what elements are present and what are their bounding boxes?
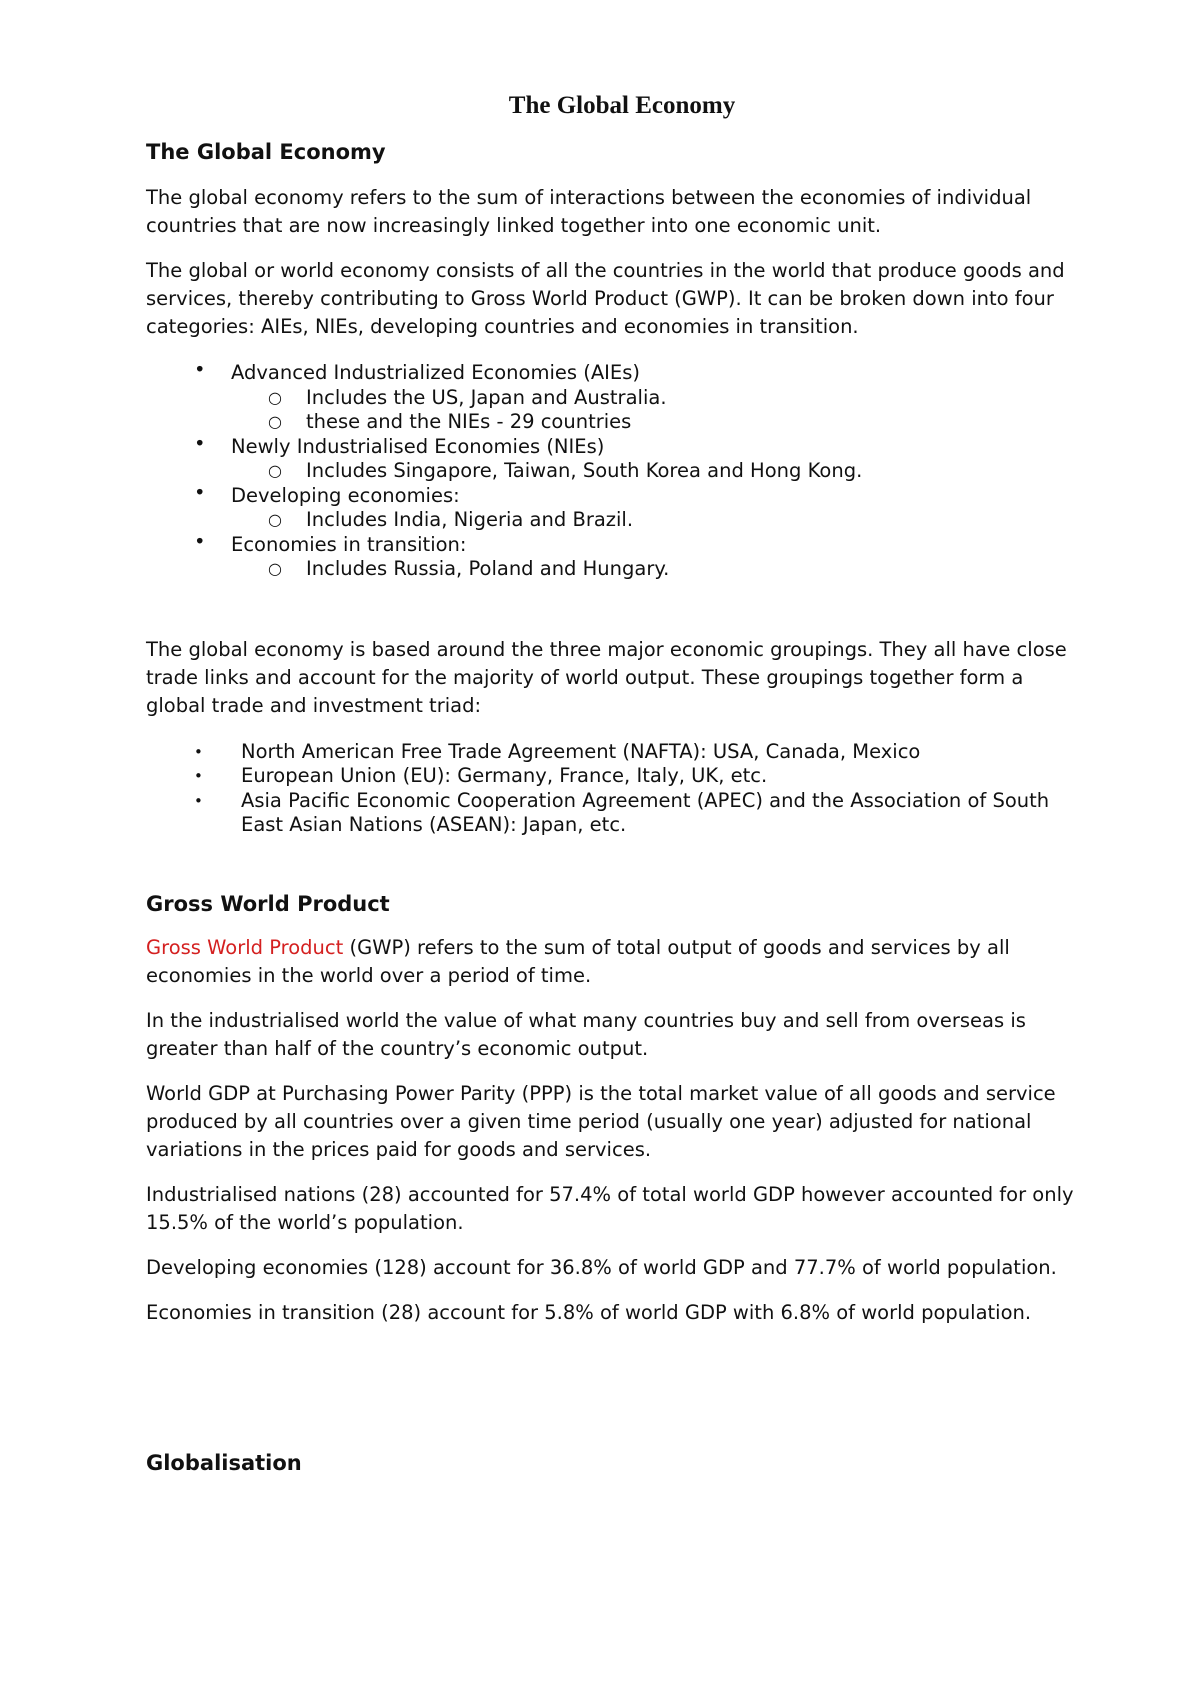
category-subitem: ○ Includes Russia, Poland and Hungary. — [268, 557, 670, 580]
paragraph-gwp-definition: Gross World Product (GWP) refers to the sum of total output of goods and services by all economies in the world over a period of time. — [146, 935, 1010, 987]
grouping-item-nafta: • North American Free Trade Agreement (NAFTA): USA, Canada, Mexico — [146, 740, 1076, 765]
category-subitem: ○ Includes India, Nigeria and Brazil. — [268, 508, 634, 531]
paragraph-ppp: World GDP at Purchasing Power Parity (PPP) is the total market value of all goods and service produced by all countries over a given time period (usually one year) adjusted for national variations in the prices paid for goods and services. — [146, 1081, 1056, 1161]
document-page — [146, 92, 1076, 1475]
groupings-list — [146, 740, 1076, 838]
grouping-item-apec: • Asia Pacific Economic Cooperation Agreement (APEC) and the Association of South East Asian Nations (ASEAN): Japan, etc. — [146, 789, 1076, 838]
section-heading-globalisation: Globalisation — [146, 1450, 302, 1475]
hollow-circle-bullet-icon: ○ — [268, 461, 282, 480]
category-subitem: ○ Includes Singapore, Taiwan, South Korea and Hong Kong. — [268, 459, 863, 482]
economy-categories-list — [146, 361, 1076, 582]
paragraph-world-economy: The global or world economy consists of all the countries in the world that produce goods and services, thereby contributing to Gross World Product (GWP). It can be broken down into four categories: AIEs, NIEs, developing countries and economies in transition. — [146, 259, 1065, 338]
grouping-item-eu: • European Union (EU): Germany, France, Italy, UK, etc. — [146, 764, 1076, 789]
document-title: The Global Economy — [508, 92, 736, 119]
category-item-aies: • Advanced Industrialized Economies (AIEs) — [146, 361, 1076, 386]
category-subitem: ○ these and the NIEs - 29 countries — [268, 410, 632, 433]
paragraph-industrialised-trade: In the industrialised world the value of what many countries buy and sell from overseas is greater than half of the country’s economic output. — [146, 1008, 1026, 1060]
paragraph-triad: The global economy is based around the three major economic groupings. They all have close trade links and account for the majority of world output. These groupings together form a global trade and investment triad: — [146, 637, 1067, 717]
hollow-circle-bullet-icon: ○ — [268, 387, 282, 407]
section-heading-gwp: Gross World Product — [146, 891, 390, 916]
paragraph-industrialised-share: Industrialised nations (28) accounted for 57.4% of total world GDP however accounted for only 15.5% of the world’s population. — [146, 1182, 1074, 1234]
category-subitem: ○ Includes the US, Japan and Australia. — [268, 385, 667, 409]
category-item-developing: • Developing economies: — [146, 484, 1076, 509]
hollow-circle-bullet-icon: ○ — [268, 559, 282, 578]
paragraph-developing-share: Developing economies (128) account for 36.8% of world GDP and 77.7% of world population. — [146, 1255, 1057, 1279]
paragraph-definition: The global economy refers to the sum of interactions between the economies of individual countries that are now increasingly linked together into one economic unit. — [146, 186, 1032, 237]
hollow-circle-bullet-icon: ○ — [268, 412, 282, 431]
paragraph-transition-share: Economies in transition (28) account for 5.8% of world GDP with 6.8% of world population. — [146, 1300, 1032, 1324]
category-item-nies: • Newly Industrialised Economies (NIEs) — [146, 435, 1076, 460]
section-heading-global-economy: The Global Economy — [146, 140, 386, 164]
gwp-highlight-term: Gross World Product — [146, 935, 344, 959]
category-item-transition: • Economies in transition: — [146, 533, 1076, 558]
hollow-circle-bullet-icon: ○ — [268, 510, 282, 529]
